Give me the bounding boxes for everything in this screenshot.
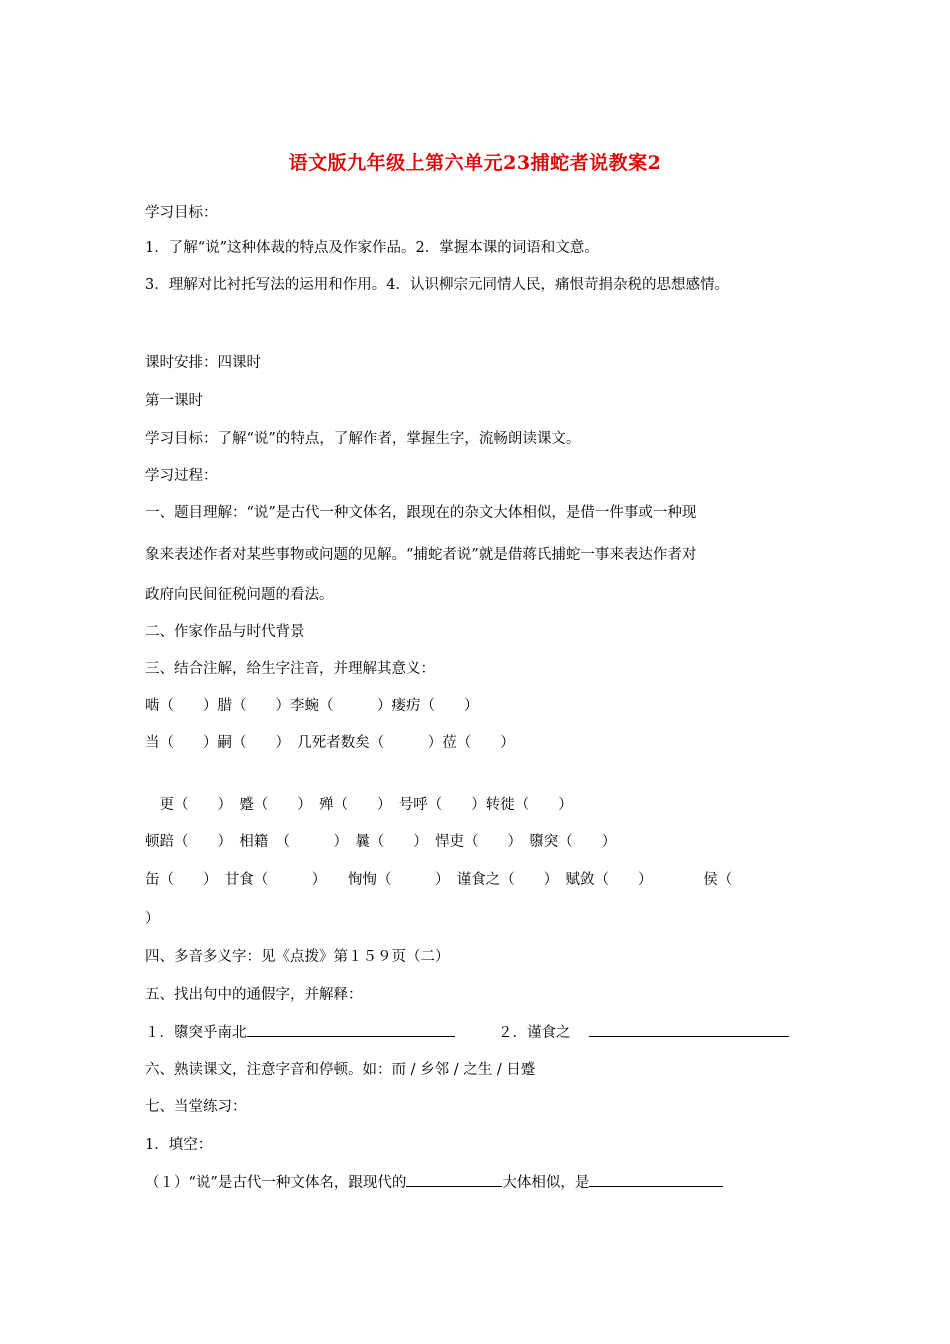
section-five-item-1 [145, 1022, 455, 1043]
exercise-one-question-1 [145, 1172, 723, 1193]
answer-blank[interactable] [406, 1172, 502, 1187]
question-1-part-b: 大体相似，是 [502, 1175, 590, 1191]
answer-blank[interactable] [589, 1022, 789, 1037]
goal-heading: 学习目标： [145, 205, 218, 221]
characters-row-3: 更（ ） 蹙（ ） 殚（ ） 号呼（ ）转徙（ ） [145, 797, 573, 813]
characters-row-4: 顿踣（ ） 相籍 （ ） 曩（ ） 悍吏（ ） 隳突（ ） [145, 834, 617, 850]
section-seven-heading: 七、当堂练习： [145, 1099, 247, 1115]
goal-line-2: 3．理解对比衬托写法的运用和作用。4．认识柳宗元同情人民，痛恨苛捐杂税的思想感情。 [145, 277, 729, 293]
section-six-line: 六、熟读课文，注意字音和停顿。如：而 / 乡邻 / 之生 / 日蹙 [145, 1062, 536, 1078]
section-five-heading: 五、找出句中的通假字，并解释： [145, 987, 363, 1003]
section-five-item-2-text: ２．谨食之 [498, 1025, 571, 1041]
process-heading: 学习过程： [145, 468, 218, 484]
lesson-goal-line: 学习目标：了解“说”的特点，了解作者，掌握生字，流畅朗读课文。 [145, 431, 581, 447]
section-one-line-a: 一、题目理解：“说”是古代一种文体名，跟现在的杂文大体相似，是借一件事或一种现 [145, 505, 697, 521]
question-1-part-a: （１）“说”是古代一种文体名，跟现代的 [145, 1175, 407, 1191]
characters-row-5: 缶（ ） 甘食（ ） 恂恂（ ） 谨食之（ ） 赋敛（ ） 侯（ [145, 872, 733, 888]
section-three-heading: 三、结合注解，给生字注音，并理解其意义： [145, 661, 435, 677]
section-five-item-2 [498, 1022, 789, 1043]
exercise-one-heading: 1．填空： [145, 1137, 213, 1153]
characters-row-6: ） [145, 911, 160, 927]
lesson-one-heading: 第一课时 [145, 393, 203, 409]
document-title: 语文版九年级上第六单元23捕蛇者说教案2 [288, 152, 662, 174]
section-one-line-c: 政府向民间征税问题的看法。 [145, 587, 334, 603]
characters-row-1: 啮（ ）腊（ ）李蜿（ ）瘘疠（ ） [145, 698, 479, 714]
section-five-item-1-text: １．隳突乎南北 [145, 1025, 247, 1041]
answer-blank[interactable] [247, 1022, 455, 1037]
section-two-heading: 二、作家作品与时代背景 [145, 624, 305, 640]
answer-blank[interactable] [589, 1172, 723, 1187]
goal-line-1: 1．了解“说”这种体裁的特点及作家作品。2．掌握本课的词语和文意。 [145, 240, 599, 256]
characters-row-2: 当（ ）嗣（ ） 几死者数矣（ ）莅（ ） [145, 735, 515, 751]
schedule-line: 课时安排：四课时 [145, 355, 261, 371]
section-four-line: 四、多音多义字：见《点拨》第１５９页（二） [145, 949, 450, 965]
section-one-line-b: 象来表述作者对某些事物或问题的见解。“捕蛇者说”就是借蒋氏捕蛇一事来表达作者对 [145, 547, 697, 563]
